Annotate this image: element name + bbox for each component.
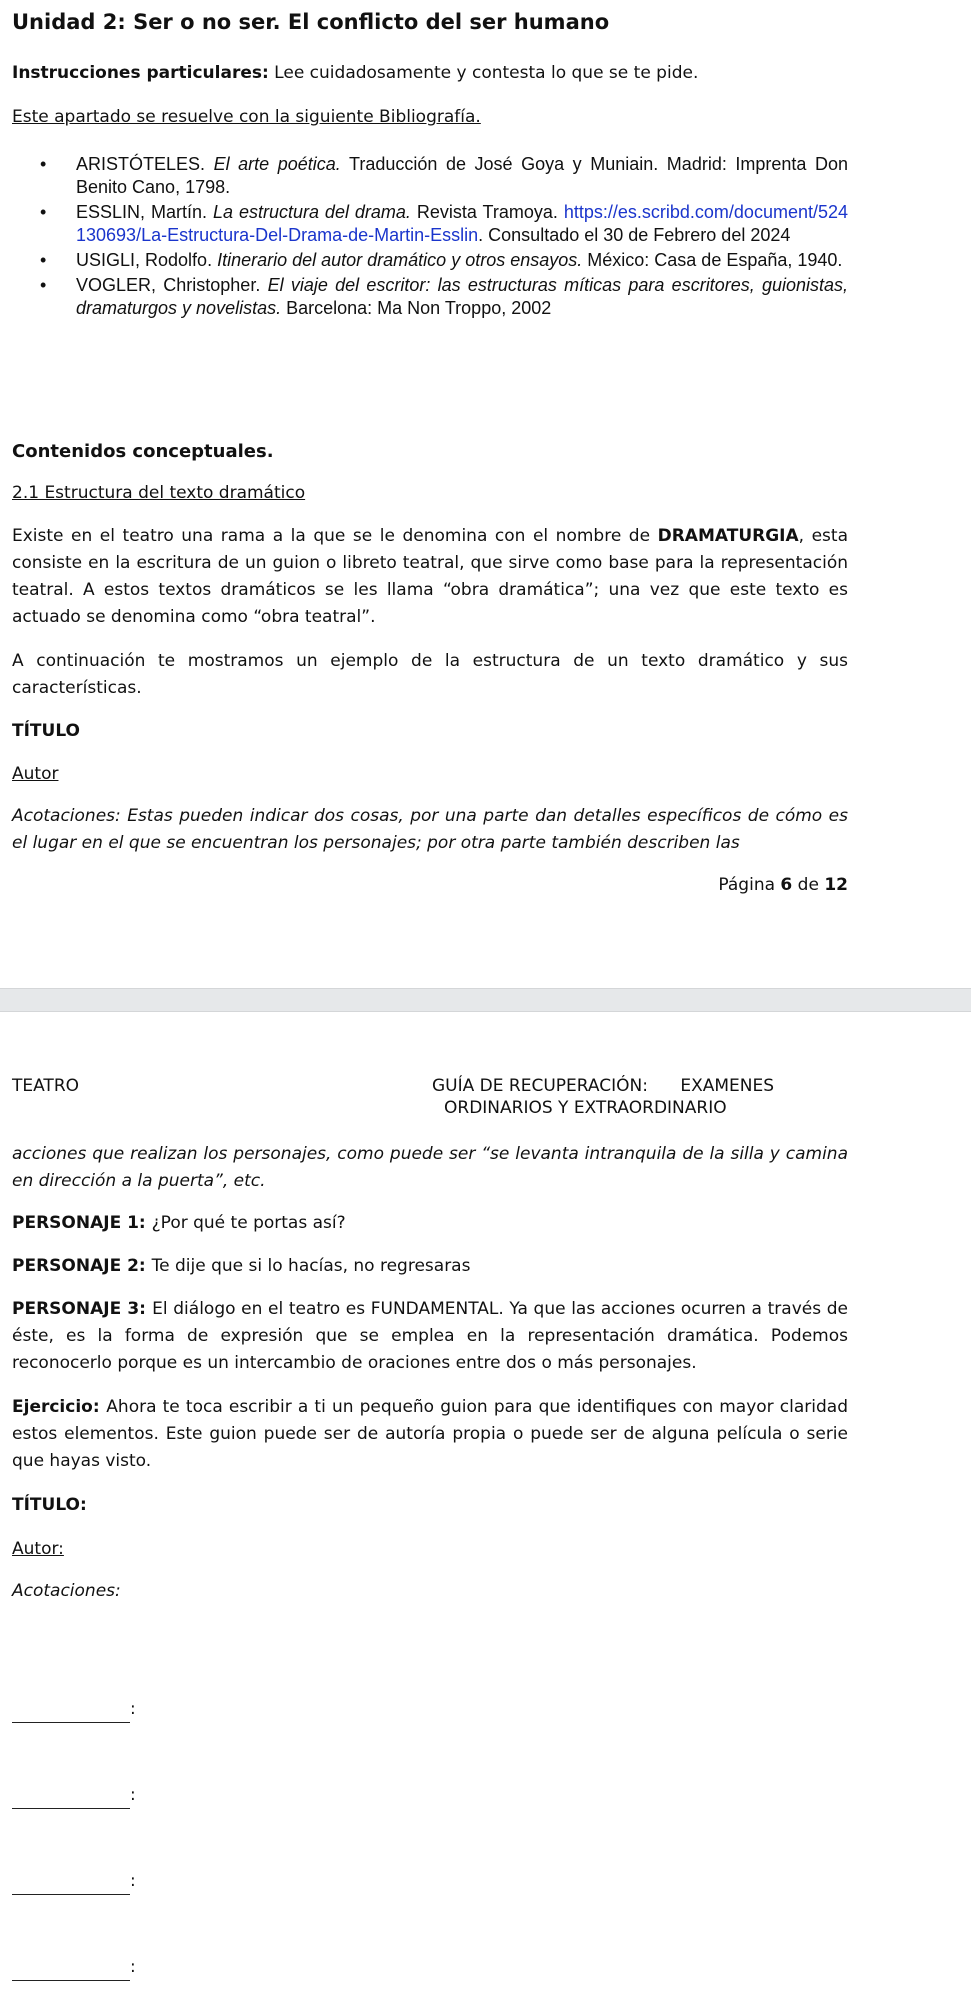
- section-title: Contenidos conceptuales.: [12, 441, 274, 462]
- personaje-1-line: PERSONAJE 1: ¿Por qué te portas así?: [12, 1213, 346, 1233]
- subsection-title: 2.1 Estructura del texto dramático: [12, 483, 306, 503]
- blank-underline[interactable]: [12, 1876, 130, 1895]
- paragraph-example-intro: A continuación te mostramos un ejemplo de la estructura de un texto dramático y sus características.: [12, 651, 848, 698]
- header-left: TEATRO: [12, 1076, 80, 1096]
- personaje-2-line: PERSONAJE 2: Te dije que si lo hacías, no regresaras: [12, 1256, 471, 1276]
- blank-underline[interactable]: [12, 1790, 130, 1809]
- bib-esslin: • ESSLIN, Martín. La estructura del drama. Revista Tramoya. https://es.scribd.com/document/524130693/La-Estructura-Del-Drama-de-Martin-Esslin. Consultado el 30 de Febrero del 2024: [12, 201, 848, 247]
- bibliography-list: [12, 153, 848, 320]
- example-author: Autor: [12, 764, 59, 784]
- acotaciones-part1: Acotaciones: Estas pueden indicar dos cosas, por una parte dan detalles específicos de cómo es el lugar en el que se encuentran los personajes; por otra parte también describen las: [12, 806, 848, 853]
- bibliography-intro: Este apartado se resuelve con la siguiente Bibliografía.: [12, 107, 481, 127]
- blank-underline[interactable]: [12, 1704, 130, 1723]
- unit-title: Unidad 2: Ser o no ser. El conflicto del ser humano: [12, 10, 610, 34]
- page-6: [0, 0, 971, 990]
- exercise-paragraph: Ejercicio: Ahora te toca escribir a ti un pequeño guion para que identifiques con mayor claridad estos elementos. Este guion puede ser de autoría propia o puede ser de alguna película o serie que hayas visto.: [12, 1397, 849, 1471]
- example-title: TÍTULO: [12, 721, 80, 741]
- blank-character-line-4[interactable]: :: [12, 1954, 848, 1981]
- page-footer: Página 6 de 12: [718, 875, 848, 895]
- instructions: [12, 60, 848, 87]
- blank-character-line-1[interactable]: :: [12, 1696, 848, 1723]
- bib-aristoteles: • ARISTÓTELES. El arte poética. Traducción de José Goya y Muniain. Madrid: Imprenta Don Benito Cano, 1798.: [12, 153, 848, 199]
- exercise-title-label: TÍTULO:: [12, 1495, 87, 1515]
- exercise-author-label: Autor:: [12, 1539, 64, 1559]
- esslin-link[interactable]: https://es.scribd.com/document/524130693/La-Estructura-Del-Drama-de-Martin-Esslin: [76, 202, 849, 245]
- blank-character-line-2[interactable]: :: [12, 1782, 848, 1809]
- bib-vogler: • VOGLER, Christopher. El viaje del escritor: las estructuras míticas para escritores, guionistas, dramaturgos y novelistas. Barcelona: Ma Non Troppo, 2002: [12, 274, 848, 320]
- personaje-3-line: PERSONAJE 3: El diálogo en el teatro es FUNDAMENTAL. Ya que las acciones ocurren a través de éste, es la forma de expresión que se emplea en la representación dramática. Podemos reconocerlo porque es un intercambio de oraciones entre dos o más personajes.: [12, 1299, 848, 1373]
- instructions-text: Lee cuidadosamente y contesta lo que se te pide.: [268, 63, 699, 83]
- blank-character-line-3[interactable]: :: [12, 1868, 848, 1895]
- bib-usigli: • USIGLI, Rodolfo. Itinerario del autor dramático y otros ensayos. México: Casa de España, 1940.: [12, 249, 848, 272]
- header-right-line1: GUÍA DE RECUPERACIÓN: EXAMENES: [432, 1076, 775, 1096]
- page-7: [0, 1006, 971, 2016]
- acotaciones-part2: acciones que realizan los personajes, como puede ser “se levanta intranquila de la silla y camina en dirección a la puerta”, etc.: [12, 1144, 848, 1191]
- header-right-line2: ORDINARIOS Y EXTRAORDINARIO: [444, 1098, 727, 1118]
- instructions-label: Instrucciones particulares:: [12, 63, 269, 83]
- exercise-acotaciones-label: Acotaciones:: [12, 1581, 121, 1601]
- paragraph-dramaturgia: Existe en el teatro una rama a la que se le denomina con el nombre de DRAMATURGIA, esta consiste en la escritura de un guion o libreto teatral, que sirve como base para la representación teatral. A estos textos dramáticos se les llama “obra dramática”; una vez que este texto es actuado se denomina como “obra teatral”.: [12, 526, 848, 627]
- blank-underline[interactable]: [12, 1962, 130, 1981]
